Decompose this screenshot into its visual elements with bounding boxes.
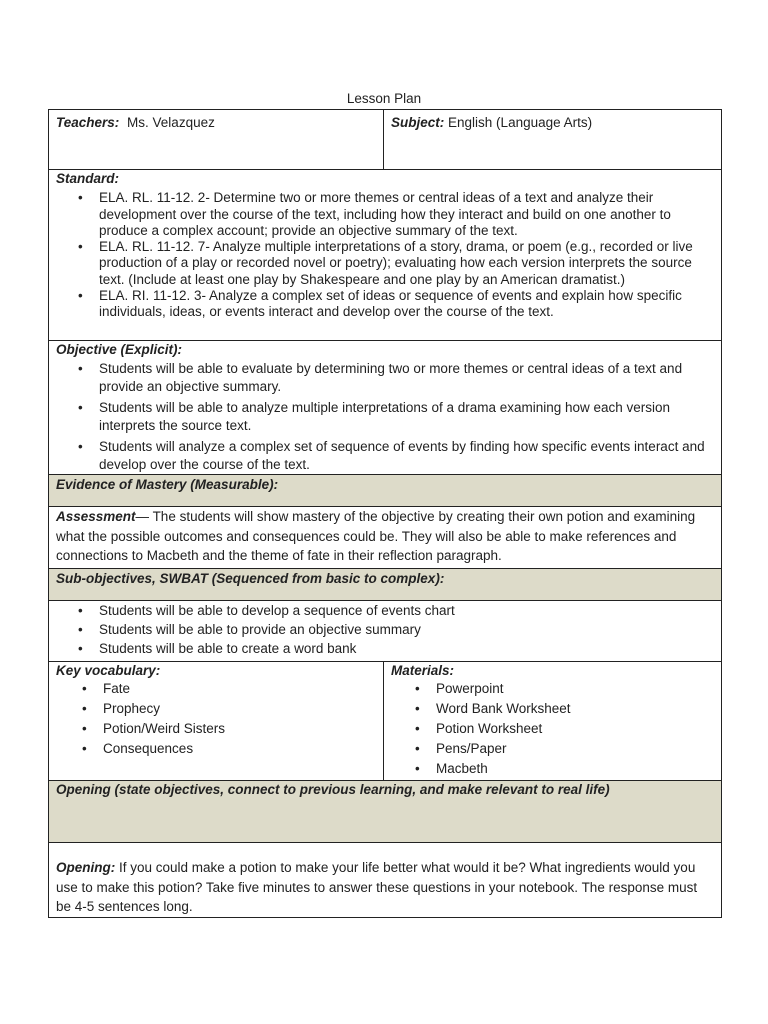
vocabulary-item: • Potion/Weird Sisters [103,720,376,737]
standard-section [48,169,722,341]
subject-label: Subject: [391,115,445,130]
materials-item: • Potion Worksheet [436,720,714,737]
subobjective-item: • Students will be able to provide an objective summary [99,621,714,638]
opening-text: If you could make a potion to make your life better what would it be? What ingredients would you use to make this potion? Take five minutes to answer these questions in your notebook. The response must be 4-5 sentences long. [56,860,698,914]
teachers-value: Ms. Velazquez [127,115,215,130]
subobjectives-label: Sub-objectives, SWBAT (Sequenced from basic to complex): [56,571,445,586]
vocabulary-item: • Prophecy [103,700,376,717]
vocabulary-item: • Consequences [103,740,376,757]
subobjectives-header [48,568,722,601]
teachers-cell [48,109,384,170]
assessment-paragraph [56,507,714,566]
materials-label: Materials: [391,663,455,678]
subobjectives-section [48,600,722,662]
opening-header [48,780,722,843]
assessment-text: The students will show mastery of the objective by creating their own potion and examining what the possible outcomes and consequences could be. They will also be able to make references and connections to Macbeth and the theme of fate in their reflection paragraph. [56,509,696,563]
subject-cell [383,109,722,170]
evidence-label: Evidence of Mastery (Measurable): [56,477,279,492]
document-title: Lesson Plan [346,91,422,106]
materials-item: • Pens/Paper [436,740,714,757]
teachers-label: Teachers: [56,115,120,130]
objective-section [48,340,722,475]
vocabulary-item: • Fate [103,680,376,697]
assessment-section [48,506,722,569]
opening-paragraph [56,858,714,917]
assessment-label: Assessment [56,509,136,524]
materials-item: • Macbeth [436,760,714,777]
assessment-dash: — [135,509,153,524]
opening-section [48,842,722,918]
standard-label: Standard: [56,171,120,186]
objective-label: Objective (Explicit): [56,342,183,357]
vocabulary-cell [48,661,384,781]
materials-item: • Powerpoint [436,680,714,697]
standard-item: • ELA. RL. 11-12. 7- Analyze multiple interpretations of a story, drama, or poem (e.g., recorded or live production of a play or recorded novel or poetry); evaluating how each version interprets the source text. (Include at least one play by Shakespeare and one play by an American dramatist.) [99,239,714,288]
objective-item: • Students will analyze a complex set of sequence of events by finding how specific events interact and develop over the course of the text. [99,438,714,475]
opening-label: Opening: [56,860,116,875]
standard-item: • ELA. RL. 11-12. 2- Determine two or more themes or central ideas of a text and analyze their development over the course of the text, including how they interact and build on one another to produce a complex account; provide an objective summary of the text. [99,190,714,239]
standard-item: • ELA. RI. 11-12. 3- Analyze a complex set of ideas or sequence of events and explain how specific individuals, ideas, or events interact and develop over the course of the text. [99,288,714,321]
evidence-header [48,474,722,507]
objective-item: • Students will be able to evaluate by determining two or more themes or central ideas of a text and provide an objective summary. [99,360,714,397]
subobjective-item: • Students will be able to develop a sequence of events chart [99,602,714,619]
subobjective-item: • Students will be able to create a word bank [99,640,714,657]
vocabulary-label: Key vocabulary: [56,663,161,678]
materials-cell [383,661,722,781]
subject-value: English (Language Arts) [448,115,593,130]
materials-item: • Word Bank Worksheet [436,700,714,717]
objective-item: • Students will be able to analyze multiple interpretations of a drama examining how each version interprets the source text. [99,399,714,436]
opening-header-label: Opening (state objectives, connect to previous learning, and make relevant to real life) [56,782,610,797]
